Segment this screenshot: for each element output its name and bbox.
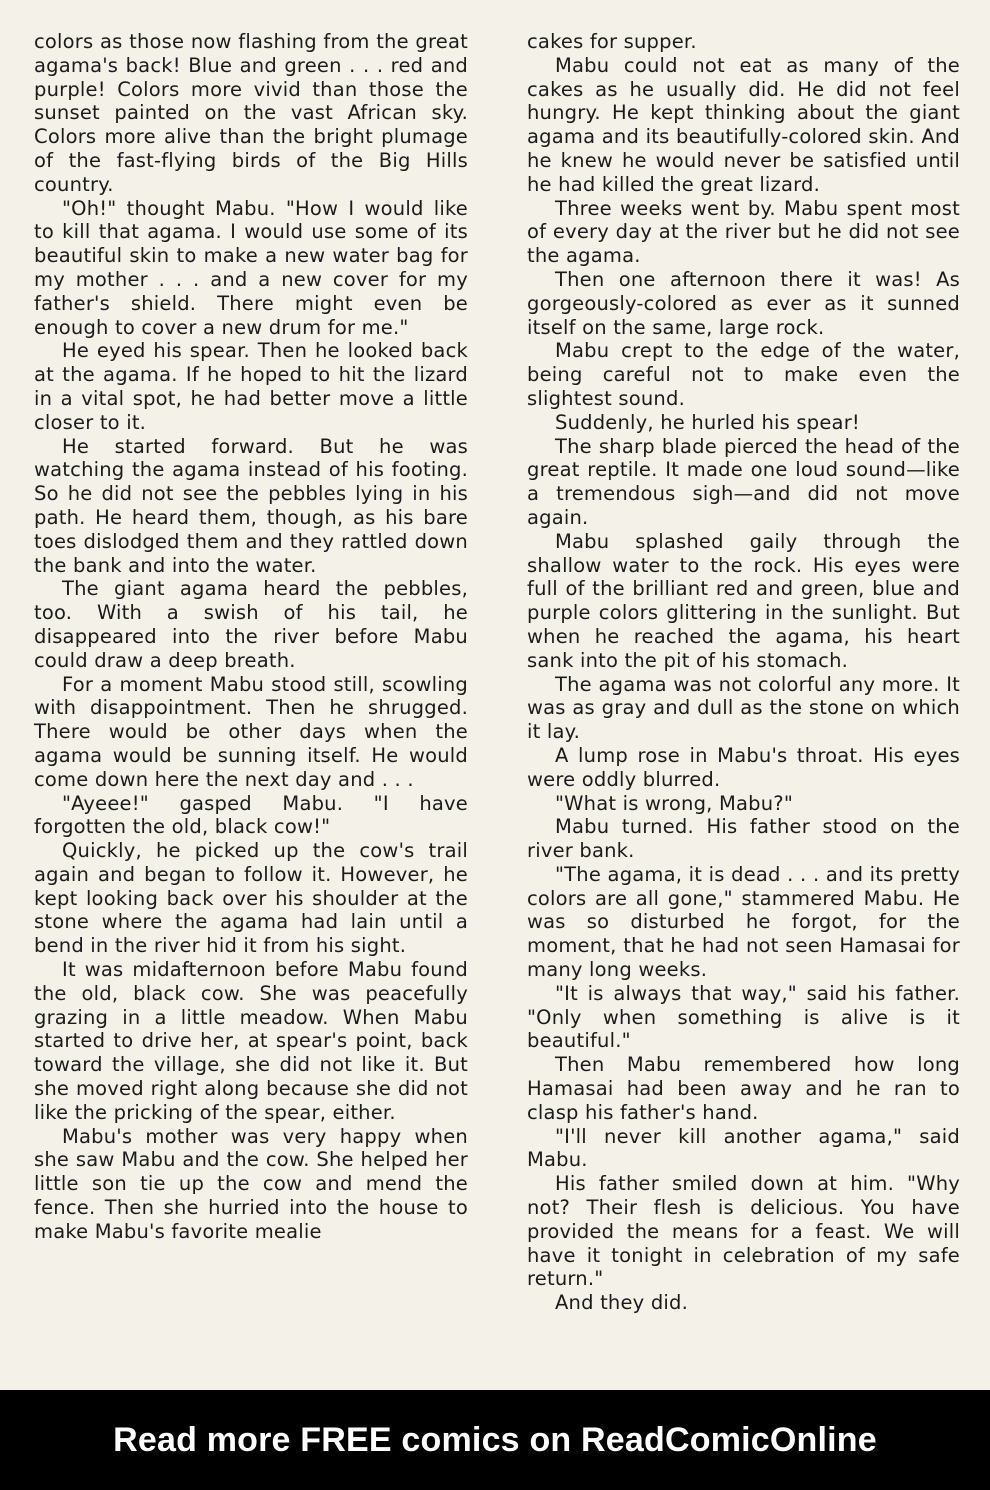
story-paragraph: colors as those now flashing from the great agama's back! Blue and green . . . red and purple! Colors more vivid than those the sunset painted on the vast African sky. Colors more alive than the bright plumage of the fast-flying birds of the Big Hills country. xyxy=(34,30,468,196)
story-paragraph: Mabu could not eat as many of the cakes as he usually did. He did not feel hungry. He kept thinking about the giant agama and its beautifully-colored skin. And he knew he would never be satisfied until he had killed the great lizard. xyxy=(527,53,960,196)
right-text-column xyxy=(527,30,960,1315)
promo-banner-text[interactable]: Read more FREE comics on ReadComicOnline xyxy=(113,1420,877,1459)
story-paragraph: He eyed his spear. Then he looked back at the agama. If he hoped to hit the lizard in a vital spot, he had better move a little closer to it. xyxy=(34,339,468,434)
story-paragraph: "What is wrong, Mabu?" xyxy=(555,791,794,815)
story-paragraph: The agama was not colorful any more. It was as gray and dull as the stone on which it lay. xyxy=(527,672,960,744)
story-paragraph: Mabu splashed gaily through the shallow water to the rock. His eyes were full of the brilliant red and green, blue and purple colors glittering in the sunlight. But when he reached the agama, his heart sank into the pit of his stomach. xyxy=(527,529,960,672)
story-paragraph: "It is always that way," said his father. "Only when something is alive is it beautiful." xyxy=(527,981,960,1053)
story-paragraph: Three weeks went by. Mabu spent most of every day at the river but he did not see the agama. xyxy=(527,196,960,268)
story-paragraph: Mabu's mother was very happy when she saw Mabu and the cow. She helped her little son tie up the cow and mend the fence. Then she hurried into the house to make Mabu's favorite mealie xyxy=(34,1124,468,1243)
story-paragraph: "Ayeee!" gasped Mabu. "I have forgotten the old, black cow!" xyxy=(34,791,468,839)
story-paragraph: The giant agama heard the pebbles, too. With a swish of his tail, he disappeared into the river before Mabu could draw a deep breath. xyxy=(34,577,468,672)
story-paragraph: Suddenly, he hurled his spear! xyxy=(555,410,860,434)
promo-banner[interactable] xyxy=(0,1390,990,1490)
story-paragraph: "Oh!" thought Mabu. "How I would like to kill that agama. I would use some of its beautiful skin to make a new water bag for my mother . . . and a new cover for my father's shield. There might even be enough to cover a new drum for me." xyxy=(34,196,468,339)
story-paragraph: A lump rose in Mabu's throat. His eyes were oddly blurred. xyxy=(527,743,960,791)
left-text-column xyxy=(34,30,468,1244)
story-paragraph: His father smiled down at him. "Why not? Their flesh is delicious. You have provided the means for a feast. We will have it tonight in celebration of my safe return." xyxy=(527,1172,960,1291)
story-paragraph: It was midafternoon before Mabu found the old, black cow. She was peacefully grazing in a little meadow. When Mabu started to drive her, at spear's point, back toward the village, she did not like it. But she moved right along because she did not like the pricking of the spear, either. xyxy=(34,958,468,1124)
story-paragraph: And they did. xyxy=(555,1291,688,1315)
story-paragraph: Mabu turned. His father stood on the river bank. xyxy=(527,815,960,863)
story-paragraph: Mabu crept to the edge of the water, being careful not to make even the slightest sound. xyxy=(527,339,960,410)
story-paragraph: For a moment Mabu stood still, scowling with disappointment. Then he shrugged. There would be other days when the agama would be sunning itself. He would come down here the next day and . . . xyxy=(34,672,468,791)
story-paragraph: Quickly, he picked up the cow's trail again and began to follow it. However, he kept looking back over his shoulder at the stone where the agama had lain until a bend in the river hid it from his sight. xyxy=(34,839,468,958)
story-paragraph: cakes for supper. xyxy=(527,30,697,53)
story-paragraph: He started forward. But he was watching the agama instead of his footing. So he did not see the pebbles lying in his path. He heard them, though, as his bare toes dislodged them and they rattled down the bank and into the water. xyxy=(34,434,468,577)
story-paragraph: Then Mabu remembered how long Hamasai had been away and he ran to clasp his father's hand. xyxy=(527,1053,960,1124)
story-paragraph: Then one afternoon there it was! As gorgeously-colored as ever as it sunned itself on the same, large rock. xyxy=(527,267,960,339)
story-paragraph: "I'll never kill another agama," said Mabu. xyxy=(527,1124,960,1172)
story-paragraph: "The agama, it is dead . . . and its pretty colors are all gone," stammered Mabu. He was so disturbed he forgot, for the moment, that he had not seen Hamasai for many long weeks. xyxy=(527,862,960,982)
story-paragraph: The sharp blade pierced the head of the great reptile. It made one loud sound—like a tremendous sigh—and did not move again. xyxy=(527,434,960,529)
